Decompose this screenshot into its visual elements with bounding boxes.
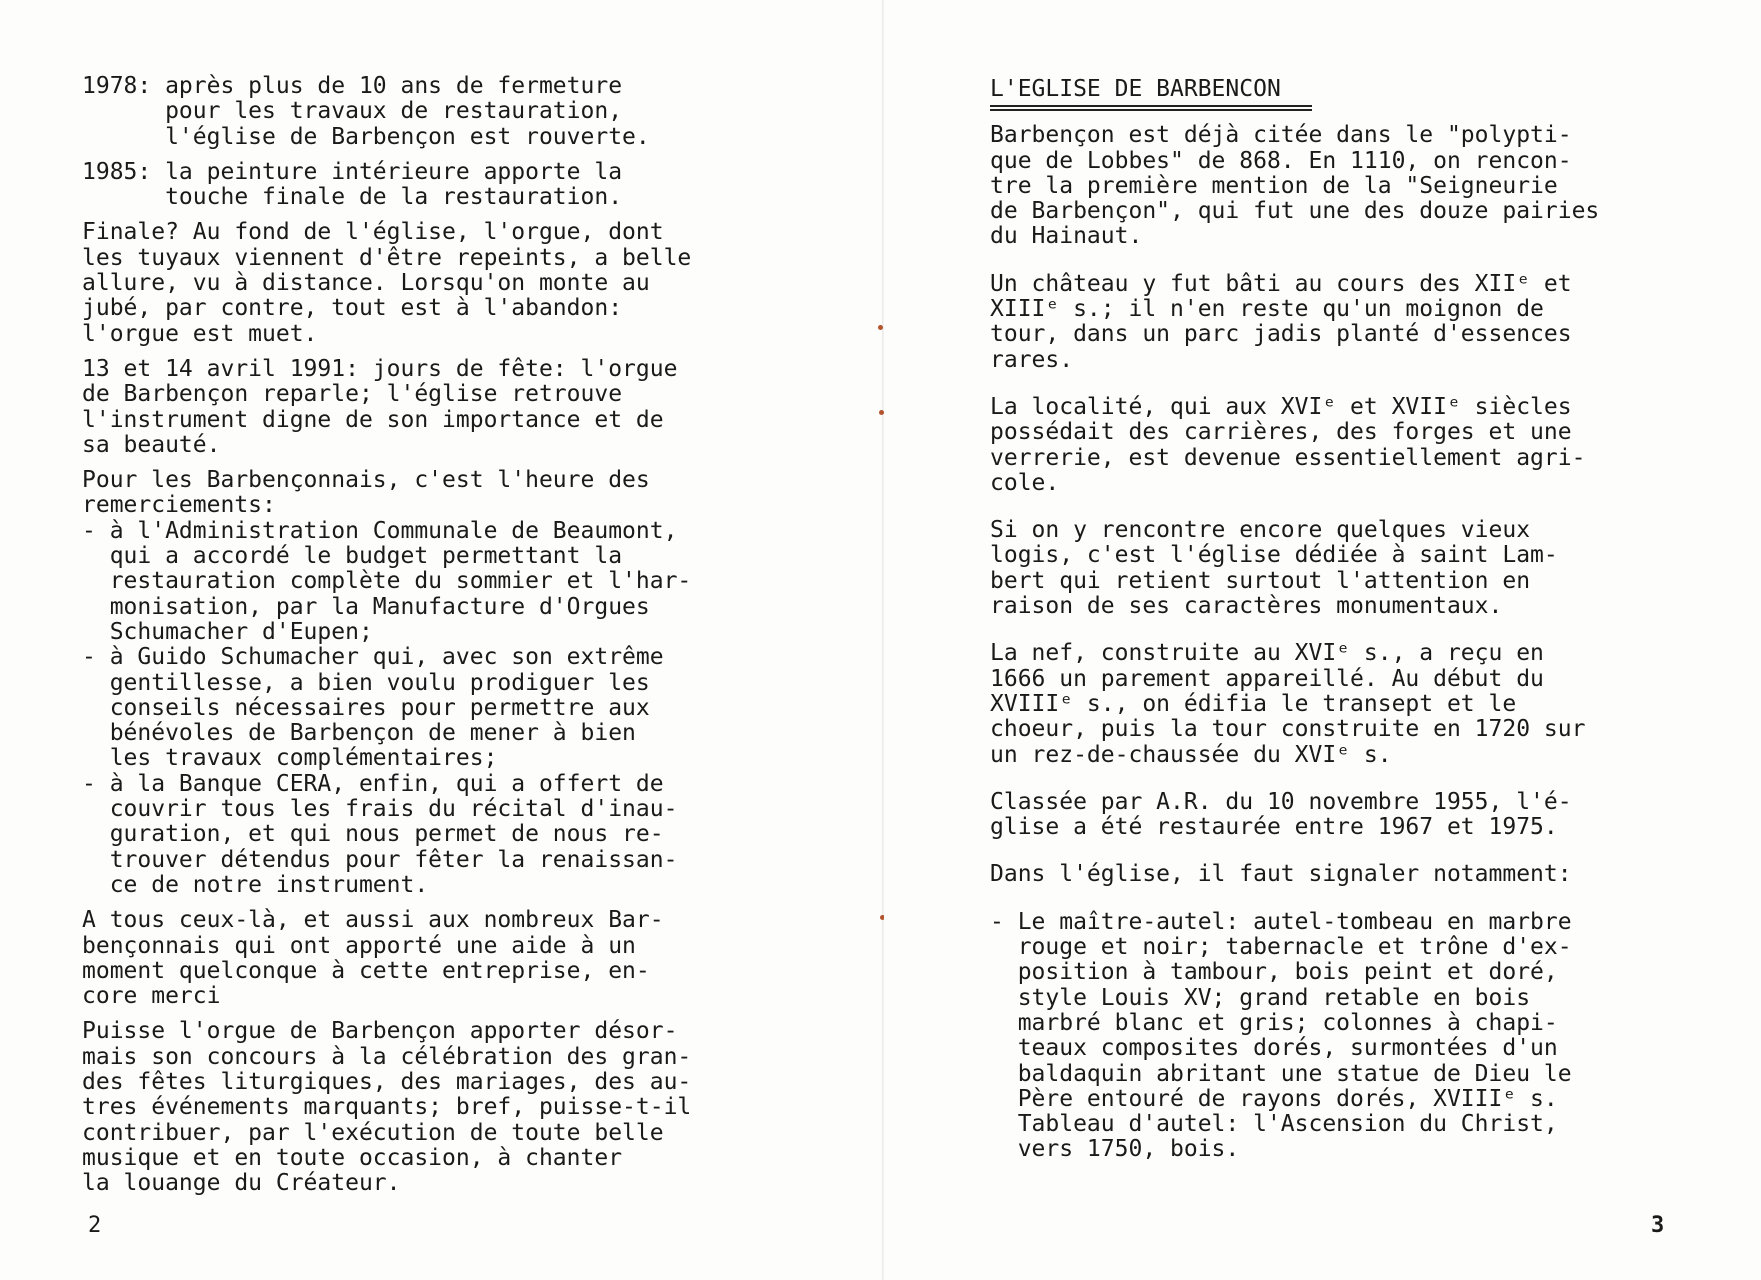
right-page: [884, 0, 1761, 1280]
text-line: contribuer, par l'exécution de toute belle: [82, 1119, 664, 1146]
text-line: cole.: [990, 469, 1060, 496]
text-line: sa beauté.: [82, 431, 221, 458]
text-line: A tous ceux-là, et aussi aux nombreux Bar-: [82, 907, 664, 934]
text-line: de Barbençon", qui fut une des douze pairies: [990, 198, 1600, 225]
text-line: monisation, par la Manufacture d'Orgues: [82, 593, 650, 620]
text-line: 1666 un parement appareillé. Au début du: [990, 665, 1544, 692]
text-line: Père entouré de rayons dorés, XVIIIᵉ s.: [990, 1085, 1558, 1112]
text-line: style Louis XV; grand retable en bois: [990, 984, 1531, 1011]
text-line: Si on y rencontre encore quelques vieux: [990, 517, 1531, 544]
text-line: tour, dans un parc jadis planté d'essences: [990, 321, 1572, 348]
text-line: qui a accordé le budget permettant la: [82, 543, 623, 570]
text-line: tre la première mention de la "Seigneurie: [990, 172, 1558, 199]
text-line: 13 et 14 avril 1991: jours de fête: l'orgue: [82, 355, 678, 382]
text-line: Puisse l'orgue de Barbençon apporter désor-: [82, 1018, 678, 1045]
text-line: La localité, qui aux XVIᵉ et XVIIᵉ siècles: [990, 393, 1572, 420]
page-number-right: 3: [1651, 1213, 1665, 1238]
paragraph-gap: [990, 619, 1710, 641]
text-line: les tuyaux viennent d'être repeints, a belle: [82, 244, 692, 271]
text-line: 1978: après plus de 10 ans de fermeture: [82, 73, 623, 99]
text-line: core merci: [82, 983, 221, 1010]
text-line: l'orgue est muet.: [82, 320, 318, 347]
paragraph-gap: [990, 373, 1710, 395]
text-line: tres événements marquants; bref, puisse-t-il: [82, 1094, 692, 1121]
text-line: trouver détendus pour fêter la renaissan-: [82, 846, 678, 873]
text-line: moment quelconque à cette entreprise, en-: [82, 957, 650, 984]
text-line: - à la Banque CERA, enfin, qui a offert de: [82, 770, 664, 797]
text-line: La nef, construite au XVIᵉ s., a reçu en: [990, 640, 1544, 667]
text-line: XIIIᵉ s.; il n'en reste qu'un moignon de: [990, 296, 1544, 323]
right-page-paragraphs: [990, 123, 1710, 1162]
text-line: baldaquin abritant une statue de Dieu le: [990, 1060, 1572, 1087]
text-line: teaux composites dorés, surmontées d'un: [990, 1035, 1558, 1062]
text-line: musique et en toute occasion, à chanter: [82, 1144, 623, 1171]
section-title: L'EGLISE DE BARBENCON: [990, 76, 1281, 102]
text-line: Tableau d'autel: l'Ascension du Christ,: [990, 1111, 1558, 1138]
text-line: ce de notre instrument.: [82, 871, 429, 898]
text-line: remerciements:: [82, 492, 276, 519]
text-line: Barbençon est déjà citée dans le "polypti-: [990, 122, 1572, 149]
text-line: - Le maître-autel: autel-tombeau en marbre: [990, 908, 1572, 935]
title-underline: [990, 105, 1312, 111]
text-line: jubé, par contre, tout est à l'abandon:: [82, 295, 623, 322]
text-line: bençonnais qui ont apporté une aide à un: [82, 932, 636, 959]
text-line: glise a été restaurée entre 1967 et 1975.: [990, 814, 1558, 841]
text-line: position à tambour, bois peint et doré,: [990, 959, 1558, 986]
text-line: Classée par A.R. du 10 novembre 1955, l'é-: [990, 788, 1572, 815]
text-line: restauration complète du sommier et l'har-: [82, 568, 692, 595]
text-line: vers 1750, bois.: [990, 1136, 1240, 1163]
text-line: allure, vu à distance. Lorsqu'on monte au: [82, 270, 650, 297]
text-line: les travaux complémentaires;: [82, 745, 498, 772]
text-line: rouge et noir; tabernacle et trône d'ex-: [990, 934, 1572, 961]
text-line: l'église de Barbençon est rouverte.: [82, 123, 650, 150]
paragraph-gap: [990, 768, 1710, 790]
text-line: possédait des carrières, des forges et une: [990, 419, 1572, 446]
text-line: choeur, puis la tour construite en 1720 sur: [990, 716, 1586, 743]
text-line: 1985: la peinture intérieure apporte la: [82, 158, 623, 185]
text-line: Finale? Au fond de l'église, l'orgue, dont: [82, 219, 664, 246]
right-page-body: [990, 77, 1710, 1163]
text-line: conseils nécessaires pour permettre aux: [82, 694, 650, 721]
text-line: que de Lobbes" de 868. En 1110, on rencon-: [990, 147, 1572, 174]
text-line: - à l'Administration Communale de Beaumont,: [82, 517, 678, 544]
binding-mark: [878, 325, 883, 330]
text-line: de Barbençon reparle; l'église retrouve: [82, 381, 623, 408]
text-line: Pour les Barbençonnais, c'est l'heure des: [82, 467, 650, 494]
text-line: la louange du Créateur.: [82, 1170, 401, 1197]
paragraph-gap: [990, 250, 1710, 272]
text-line: bénévoles de Barbençon de mener à bien: [82, 720, 636, 747]
paragraph-gap: [990, 496, 1710, 518]
text-line: bert qui retient surtout l'attention en: [990, 567, 1531, 594]
text-line: gentillesse, a bien voulu prodiguer les: [82, 669, 650, 696]
left-page-body: [82, 74, 802, 1196]
text-line: touche finale de la restauration.: [82, 184, 623, 211]
text-line: couvrir tous les frais du récital d'inau-: [82, 796, 678, 823]
text-line: raison de ses caractères monumentaux.: [990, 593, 1503, 620]
text-line: Schumacher d'Eupen;: [82, 618, 373, 645]
text-line: rares.: [990, 346, 1074, 373]
text-line: logis, c'est l'église dédiée à saint Lam-: [990, 542, 1558, 569]
text-line: guration, et qui nous permet de nous re-: [82, 821, 664, 848]
text-line: un rez-de-chaussée du XVIᵉ s.: [990, 741, 1392, 768]
text-line: verrerie, est devenue essentiellement agri-: [990, 444, 1586, 471]
paragraph-gap: [990, 840, 1710, 862]
text-line: l'instrument digne de son importance et de: [82, 406, 664, 433]
text-line: pour les travaux de restauration,: [82, 98, 623, 125]
text-line: Un château y fut bâti au cours des XIIᵉ et: [990, 270, 1572, 297]
page-number-left: 2: [88, 1213, 102, 1238]
text-line: du Hainaut.: [990, 223, 1143, 250]
text-line: marbré blanc et gris; colonnes à chapi-: [990, 1009, 1558, 1036]
paragraph-gap: [990, 888, 1710, 910]
text-line: - à Guido Schumacher qui, avec son extrême: [82, 644, 664, 671]
text-line: XVIIIᵉ s., on édifia le transept et le: [990, 690, 1517, 717]
text-line: Dans l'église, il faut signaler notamment:: [990, 861, 1572, 888]
text-line: mais son concours à la célébration des gran-: [82, 1043, 692, 1070]
text-line: des fêtes liturgiques, des mariages, des au-: [82, 1068, 692, 1095]
